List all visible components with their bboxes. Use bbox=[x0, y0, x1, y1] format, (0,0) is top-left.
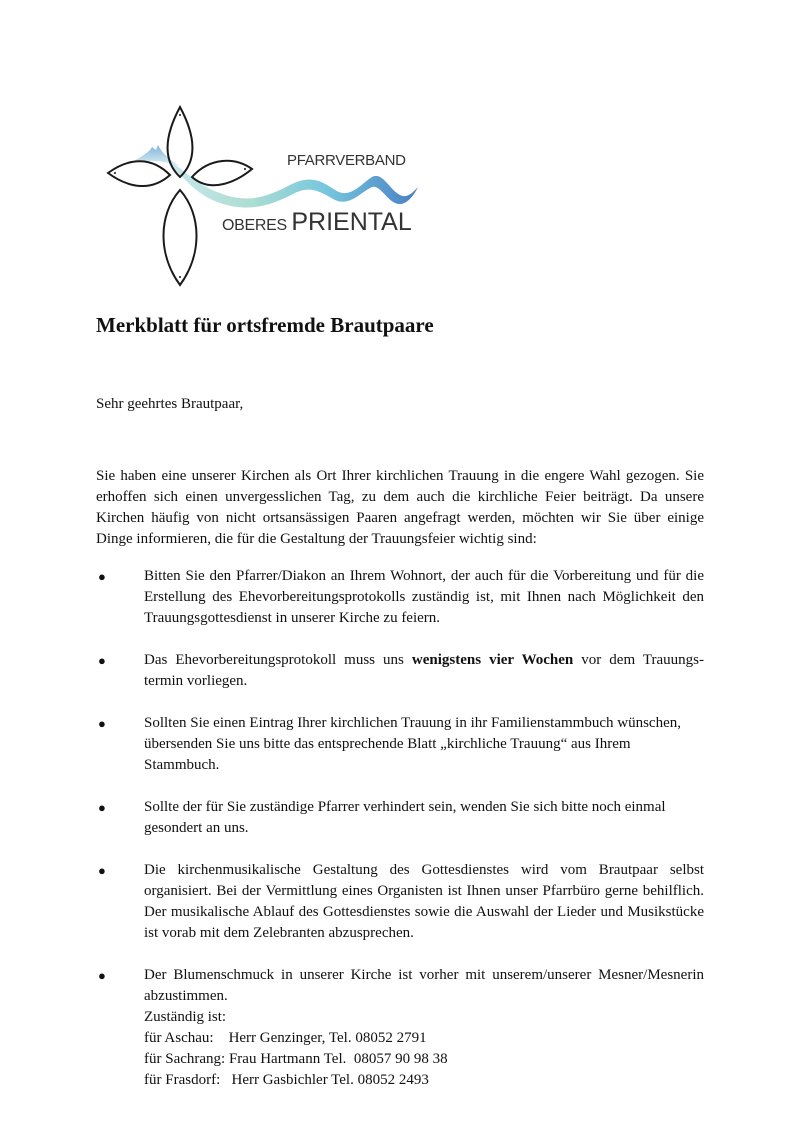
document-title: Merkblatt für ortsfremde Brautpaare bbox=[96, 313, 434, 337]
list-item-text-emphasis: wenigstens vier Wochen bbox=[411, 652, 574, 668]
bullet-icon: ● bbox=[98, 716, 106, 731]
list-item-text: Sollte der für Sie zuständige Pfarrer verhindert sein, wenden Sie sich bitte noch einmal gesondert an uns. bbox=[144, 799, 666, 836]
responsible-label: Zuständig ist: bbox=[144, 1009, 227, 1025]
list-item-text: Der Blumenschmuck in unserer Kirche ist vorher mit unserem/unserer Mesner/Mesnerin abzustimmen. bbox=[144, 967, 704, 1004]
contact-frasdorf: für Frasdorf: Herr Gasbichler Tel. 08052 2493 bbox=[144, 1072, 429, 1088]
bullet-icon: ● bbox=[98, 968, 106, 983]
logo-text-priental: PRIENTAL bbox=[291, 208, 412, 236]
list-item bbox=[96, 965, 704, 1091]
intro-paragraph: Sie haben eine unserer Kirchen als Ort Ihrer kirchlichen Trauung in die engere Wahl gezogen. Sie erhoffen sich einen unvergesslichen Tag, zu dem auch die kirchliche Feier beiträgt. Da unsere Kirchen häufig von nicht ortsansässigen Paaren angefragt werden, möchten wir Sie über einige Dinge informieren, die für die Gestaltung der Trauungsfeier wichtig sind: bbox=[96, 468, 704, 547]
list-item-text: Sollten Sie einen Eintrag Ihrer kirchlichen Trauung in ihr Familienstammbuch wünschen, übersenden Sie uns bitte das entsprechende Blatt „kirchliche Trauung“ aus Ihrem Stammbuch. bbox=[144, 715, 681, 773]
list-item bbox=[96, 566, 704, 629]
bullet-icon: ● bbox=[98, 569, 106, 584]
contact-sachrang: für Sachrang: Frau Hartmann Tel. 08057 90 98 38 bbox=[144, 1051, 448, 1067]
logo-text-pfarrverband: PFARRVERBAND bbox=[287, 152, 406, 169]
logo-text-oberes-priental bbox=[222, 208, 412, 237]
info-list bbox=[96, 566, 704, 1091]
bullet-icon: ● bbox=[98, 800, 106, 815]
list-item-text: Die kirchenmusikalische Gestaltung des Gottesdienstes wird vom Brautpaar selbst organisiert. Bei der Vermittlung eines Organisten ist Ihnen unser Pfarrbüro gerne behilflich. Der musikalische Ablauf des Gottesdienstes sowie die Auswahl der Lieder und Musikstücke ist vorab mit dem Zelebranten abzusprechen. bbox=[144, 862, 704, 941]
bullet-icon: ● bbox=[98, 863, 106, 878]
list-item bbox=[96, 713, 704, 776]
list-item bbox=[96, 650, 704, 692]
bullet-icon: ● bbox=[98, 653, 106, 668]
contact-aschau: für Aschau: Herr Genzinger, Tel. 08052 2791 bbox=[144, 1030, 427, 1046]
salutation: Sehr geehrtes Brautpaar, bbox=[96, 396, 244, 412]
list-item-text-post: vor dem Trauungs-termin vorliegen. bbox=[144, 652, 704, 689]
list-item bbox=[96, 860, 704, 944]
list-item-text: Bitten Sie den Pfarrer/Diakon an Ihrem Wohnort, der auch für die Vorbereitung und für die Erstellung des Ehevorbereitungsprotokolls zuständig ist, mit Ihnen nach Möglichkeit den Trauungsgottesdienst in unserer Kirche zu feiern. bbox=[144, 568, 704, 626]
logo-text-oberes: OBERES bbox=[222, 217, 287, 234]
list-item bbox=[96, 797, 704, 839]
cross-fish-wave-icon bbox=[100, 95, 420, 295]
parish-logo bbox=[100, 95, 420, 295]
list-item-text-pre: Das Ehevorbereitungsprotokoll muss uns bbox=[144, 652, 412, 668]
